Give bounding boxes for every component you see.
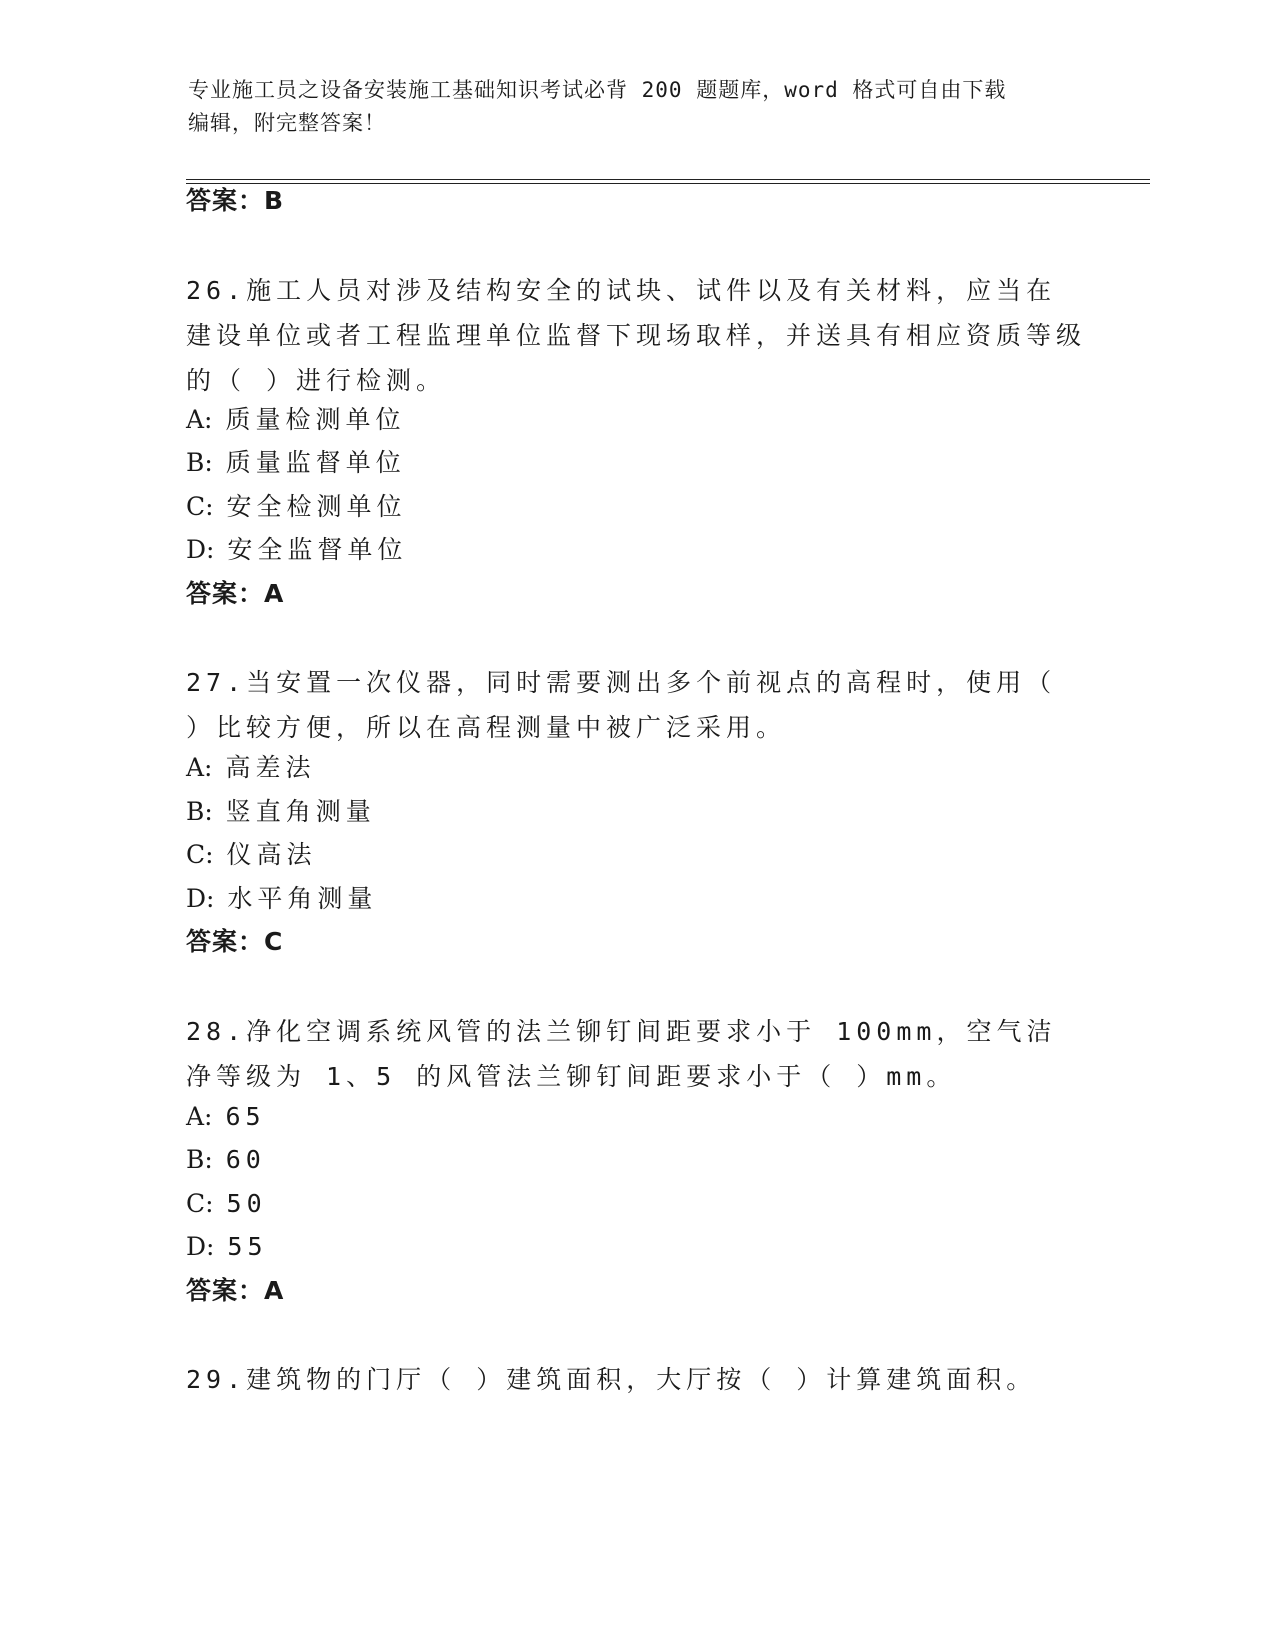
question-26-option-c: [186, 492, 407, 522]
option-text: 安全监督单位: [227, 535, 408, 564]
question-27-answer: [186, 927, 283, 957]
option-text: 50: [226, 1189, 267, 1218]
option-label: B:: [186, 1145, 213, 1174]
answer-prefix: 答案：: [186, 186, 265, 215]
header-line-1: 专业施工员之设备安装施工基础知识考试必背 200 题题库，word 格式可自由下载: [188, 78, 1007, 102]
option-label: A:: [186, 405, 213, 434]
question-29-stem: 29.建筑物的门厅（ ）建筑面积，大厅按（ ）计算建筑面积。: [186, 1365, 1037, 1394]
answer-prefix: 答案：: [186, 927, 265, 956]
option-text: 安全检测单位: [226, 492, 407, 521]
question-26-option-a: [186, 405, 405, 435]
header-divider-top: [186, 179, 1150, 180]
answer-prefix: 答案：: [186, 1276, 265, 1305]
question-26-stem: 26.施工人员对涉及结构安全的试块、试件以及有关材料，应当在建设单位或者工程监理单位监督下现场取样，并送具有相应资质等级的（ ）进行检测。: [186, 276, 1087, 395]
document-header: [188, 74, 1088, 140]
option-text: 质量监督单位: [225, 448, 406, 477]
option-text: 仪高法: [226, 840, 317, 869]
answer-value: A: [264, 579, 285, 608]
option-text: 竖直角测量: [225, 797, 376, 826]
option-text: 65: [225, 1102, 266, 1131]
question-27-option-b: [186, 797, 376, 827]
answer-prev: [186, 186, 284, 216]
question-27-option-d: [186, 884, 377, 914]
question-27-stem: 27.当安置一次仪器，同时需要测出多个前视点的高程时，使用（ ）比较方便，所以在高程测量中被广泛采用。: [186, 668, 1057, 742]
option-text: 55: [227, 1232, 268, 1261]
question-26-option-d: [186, 535, 407, 565]
question-28-option-b: [186, 1145, 266, 1175]
option-text: 高差法: [225, 753, 316, 782]
option-label: A:: [186, 753, 213, 782]
question-27-option-a: [186, 753, 315, 783]
option-label: C:: [186, 840, 214, 869]
option-label: D:: [186, 884, 215, 913]
option-label: D:: [186, 1232, 215, 1261]
option-label: D:: [186, 535, 215, 564]
option-text: 质量检测单位: [225, 405, 406, 434]
question-28-answer: [186, 1276, 284, 1306]
question-27-option-c: [186, 840, 317, 870]
header-divider-bottom: [186, 183, 1150, 184]
option-label: C:: [186, 1189, 214, 1218]
question-28-option-a: [186, 1102, 266, 1132]
question-26-option-b: [186, 448, 406, 478]
option-label: A:: [186, 1102, 213, 1131]
question-26-answer: [186, 579, 284, 609]
answer-prefix: 答案：: [186, 579, 265, 608]
option-label: B:: [186, 797, 213, 826]
question-28-stem: 28.净化空调系统风管的法兰铆钉间距要求小于 100mm，空气洁净等级为 1、5 的风管法兰铆钉间距要求小于（ ）mm。: [186, 1017, 1057, 1091]
option-label: C:: [186, 492, 214, 521]
option-text: 60: [225, 1145, 266, 1174]
question-28-option-d: [186, 1232, 268, 1262]
header-line-2: 编辑，附完整答案！: [188, 111, 386, 135]
option-label: B:: [186, 448, 213, 477]
option-text: 水平角测量: [227, 884, 378, 913]
answer-value: A: [264, 1276, 285, 1305]
answer-value: B: [264, 186, 285, 215]
question-28-option-c: [186, 1189, 267, 1219]
answer-value: C: [264, 927, 284, 956]
